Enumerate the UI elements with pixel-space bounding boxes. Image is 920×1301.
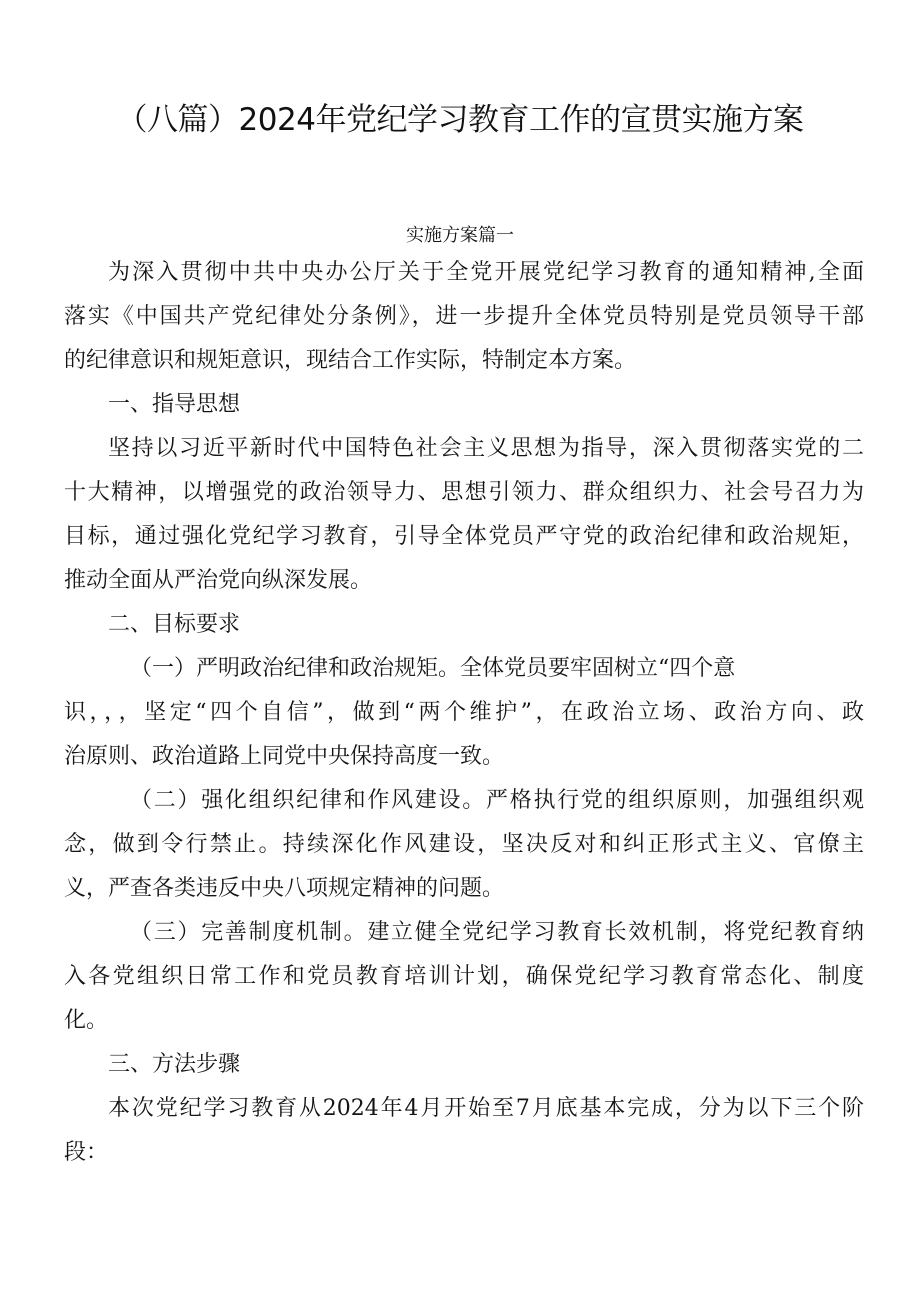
body-line: 识，，，坚定“四个自信”，做到“两个维护”，在政治立场、政治方向、政: [64, 700, 864, 725]
body-line: 目标，通过强化党纪学习教育，引导全体党员严守党的政治纪律和政治规矩，: [64, 524, 864, 549]
document-subtitle: 实施方案篇一: [406, 225, 514, 246]
body-line: 段：: [64, 1140, 109, 1165]
body-line: 十大精神，以增强党的政治领导力、思想引领力、群众组织力、社会号召力为: [64, 480, 864, 505]
body-line: 落实《中国共产党纪律处分条例》，进一步提升全体党员特别是党员领导干部: [64, 304, 864, 329]
body-line: 推动全面从严治党向纵深发展。: [64, 568, 373, 593]
body-line: 为深入贯彻中共中央办公厅关于全党开展党纪学习教育的通知精神,全面: [108, 260, 864, 285]
body-line: 坚持以习近平新时代中国特色社会主义思想为指导，深入贯彻落实党的二: [108, 436, 864, 461]
body-line: 一、指导思想: [108, 392, 241, 417]
body-line: 念，做到令行禁止。持续深化作风建设，坚决反对和纠正形式主义、官僚主: [64, 832, 864, 857]
body-line: 化。: [64, 1008, 109, 1033]
body-line: 义，严查各类违反中央八项规定精神的问题。: [64, 876, 505, 901]
body-line: （一）严明政治纪律和政治规矩。全体党员要牢固树立“四个意: [130, 656, 736, 681]
body-line: （三）完善制度机制。建立健全党纪学习教育长效机制，将党纪教育纳: [130, 920, 864, 945]
body-line: 入各党组织日常工作和党员教育培训计划，确保党纪学习教育常态化、制度: [64, 964, 864, 989]
document-title: （八篇）2024年党纪学习教育工作的宣贯实施方案: [116, 102, 804, 138]
body-line: 的纪律意识和规矩意识，现结合工作实际，特制定本方案。: [64, 348, 637, 373]
body-line: 三、方法步骤: [108, 1052, 241, 1077]
body-line: （二）强化组织纪律和作风建设。严格执行党的组织原则，加强组织观: [130, 788, 864, 813]
body-line: 二、目标要求: [108, 612, 241, 637]
body-line: 治原则、政治道路上同党中央保持高度一致。: [64, 744, 505, 769]
body-line: 本次党纪学习教育从2024年4月开始至7月底基本完成，分为以下三个阶: [108, 1096, 864, 1121]
document-body: [64, 251, 864, 1175]
